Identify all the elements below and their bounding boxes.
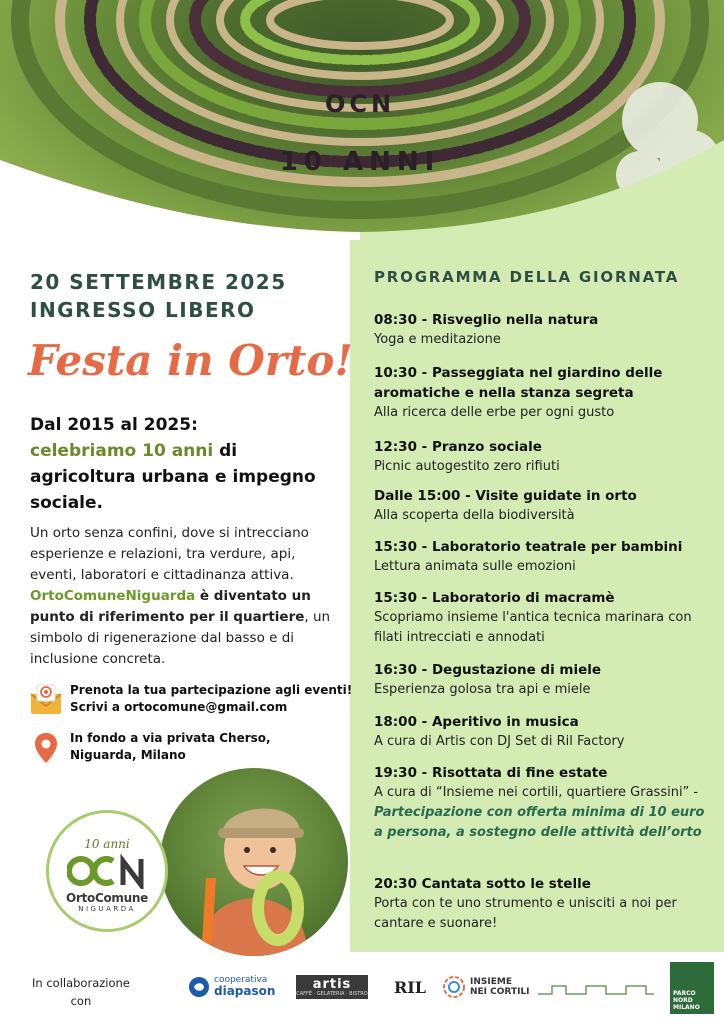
event-description [374, 783, 714, 843]
diapason-icon [188, 976, 210, 998]
collaboration-label-line2: con [70, 994, 92, 1008]
event-description: Picnic autogestito zero rifiuti [374, 459, 560, 474]
event-description: Porta con te uno strumento e unisciti a noi per cantare e suonare! [374, 896, 677, 931]
insieme-line2: NEI CORTILI [470, 987, 530, 997]
program-event [374, 763, 714, 843]
program-title: PROGRAMMA DELLA GIORNATA [374, 268, 680, 286]
event-time-title: 10:30 - Passeggiata nel giardino delle aromatiche e nella stanza segreta [374, 365, 663, 401]
parco-line2: NORD [673, 997, 693, 1004]
program-event [374, 712, 714, 752]
event-time-title: Dalle 15:00 - Visite guidate in orto [374, 488, 637, 504]
event-time-title: 15:30 - Laboratorio teatrale per bambini [374, 539, 683, 555]
entry-free: INGRESSO LIBERO [30, 298, 256, 322]
program-event [374, 660, 714, 700]
event-description: Scopriamo insieme l'antica tecnica marinara con filati intrecciati e annodati [374, 610, 692, 645]
location-line2: Niguarda, Milano [70, 748, 186, 762]
program-event [374, 874, 714, 934]
event-date: 20 SETTEMBRE 2025 [30, 270, 287, 294]
artis-name: artis [312, 976, 352, 992]
event-time-title: 15:30 - Laboratorio di macramè [374, 590, 615, 606]
parco-line1: PARCO [673, 990, 696, 997]
event-description: Esperienza golosa tra api e miele [374, 682, 591, 697]
logo-name: OrtoComune [66, 891, 148, 905]
event-time-title: 18:00 - Aperitivo in musica [374, 714, 579, 730]
child-photo [160, 768, 348, 956]
program-event [374, 486, 714, 526]
ril-name: RIL [394, 978, 427, 997]
description-brand: OrtoComuneNiguarda [30, 588, 196, 604]
collaboration-label-line1: In collaborazione [32, 976, 130, 990]
logo-sub: NIGUARDA [78, 905, 136, 913]
event-time-title: 08:30 - Risveglio nella natura [374, 312, 599, 328]
map-pin-icon [28, 730, 64, 766]
location-line1: In fondo a via privata Cherso, [70, 731, 271, 745]
event-title: Festa in Orto! [28, 336, 353, 385]
description-part3: , un simbolo di rigenerazione dal basso e di inclusione concreta. [30, 609, 331, 667]
intro-text [30, 412, 340, 516]
program-event [374, 310, 714, 350]
event-time-title: 16:30 - Degustazione di miele [374, 662, 602, 678]
email-icon [28, 682, 64, 718]
partner-insieme-logo [442, 975, 530, 999]
logo-anni: 10 anni [84, 837, 130, 851]
event-description: Yoga e meditazione [374, 332, 501, 347]
garden-aerial-illustration [0, 0, 724, 240]
partner-diapason-logo [188, 975, 275, 998]
partner-ril-logo [394, 978, 426, 997]
intro-line1: Dal 2015 al 2025: [30, 415, 198, 435]
event-desc-text: A cura di “Insieme nei cortili, quartiere Grassini” - [374, 785, 699, 800]
svg-text:OCN: OCN [324, 90, 396, 118]
event-time-title: 19:30 - Risottata di fine estate [374, 765, 608, 781]
event-time-title: 12:30 - Pranzo sociale [374, 439, 542, 455]
diapason-top: cooperativa [214, 975, 268, 985]
insieme-line1: INSIEME [470, 977, 512, 987]
intro-highlight: celebriamo 10 anni [30, 441, 214, 461]
event-desc-highlight: Partecipazione con offerta minima di 10 euro a persona, a sostegno delle attività dell’orto [374, 805, 705, 840]
partner-green-line-logo [536, 980, 656, 1004]
child-illustration [160, 768, 348, 956]
contact-email[interactable]: Scrivi a ortocomune@gmail.com [70, 700, 288, 714]
partner-artis-logo [296, 975, 368, 999]
parco-line3: MILANO [673, 1004, 700, 1011]
contact-info [28, 682, 352, 718]
contact-line1: Prenota la tua partecipazione agli eventi! [70, 683, 353, 697]
program-event [374, 537, 714, 577]
intro-line2: di agricoltura urbana e impegno sociale. [30, 441, 316, 513]
svg-text:10 ANNI: 10 ANNI [279, 147, 441, 177]
ocn-letters-icon [67, 853, 147, 889]
diapason-bottom: diapason [214, 984, 276, 998]
artis-sub: CAFFÈ · GELATERIA · BISTRO [296, 990, 368, 997]
green-wave-icon [536, 980, 656, 1004]
event-time-title: 20:30 Cantata sotto le stelle [374, 876, 591, 892]
event-description: Alla scoperta della biodiversità [374, 508, 575, 523]
program-event [374, 437, 714, 477]
event-description: Lettura animata sulle emozioni [374, 559, 576, 574]
collaboration-label [32, 974, 130, 1010]
partner-parco-nord-logo [670, 962, 714, 1014]
description-part1: Un orto senza confini, dove si intrecciano esperienze e relazioni, tra verdure, api, eventi, laboratori e cittadinanza attiva. [30, 525, 309, 583]
program-event [374, 588, 714, 648]
description-part2: è diventato un punto di riferimento per il quartiere [30, 588, 311, 625]
program-event [374, 363, 714, 423]
event-description: A cura di Artis con DJ Set di Ril Factory [374, 734, 625, 749]
hero-photo [0, 0, 724, 240]
ortocomune-logo [46, 810, 168, 932]
insieme-circle-icon [442, 975, 466, 999]
location-info [28, 730, 271, 766]
event-description: Alla ricerca delle erbe per ogni gusto [374, 405, 615, 420]
description [30, 523, 340, 670]
